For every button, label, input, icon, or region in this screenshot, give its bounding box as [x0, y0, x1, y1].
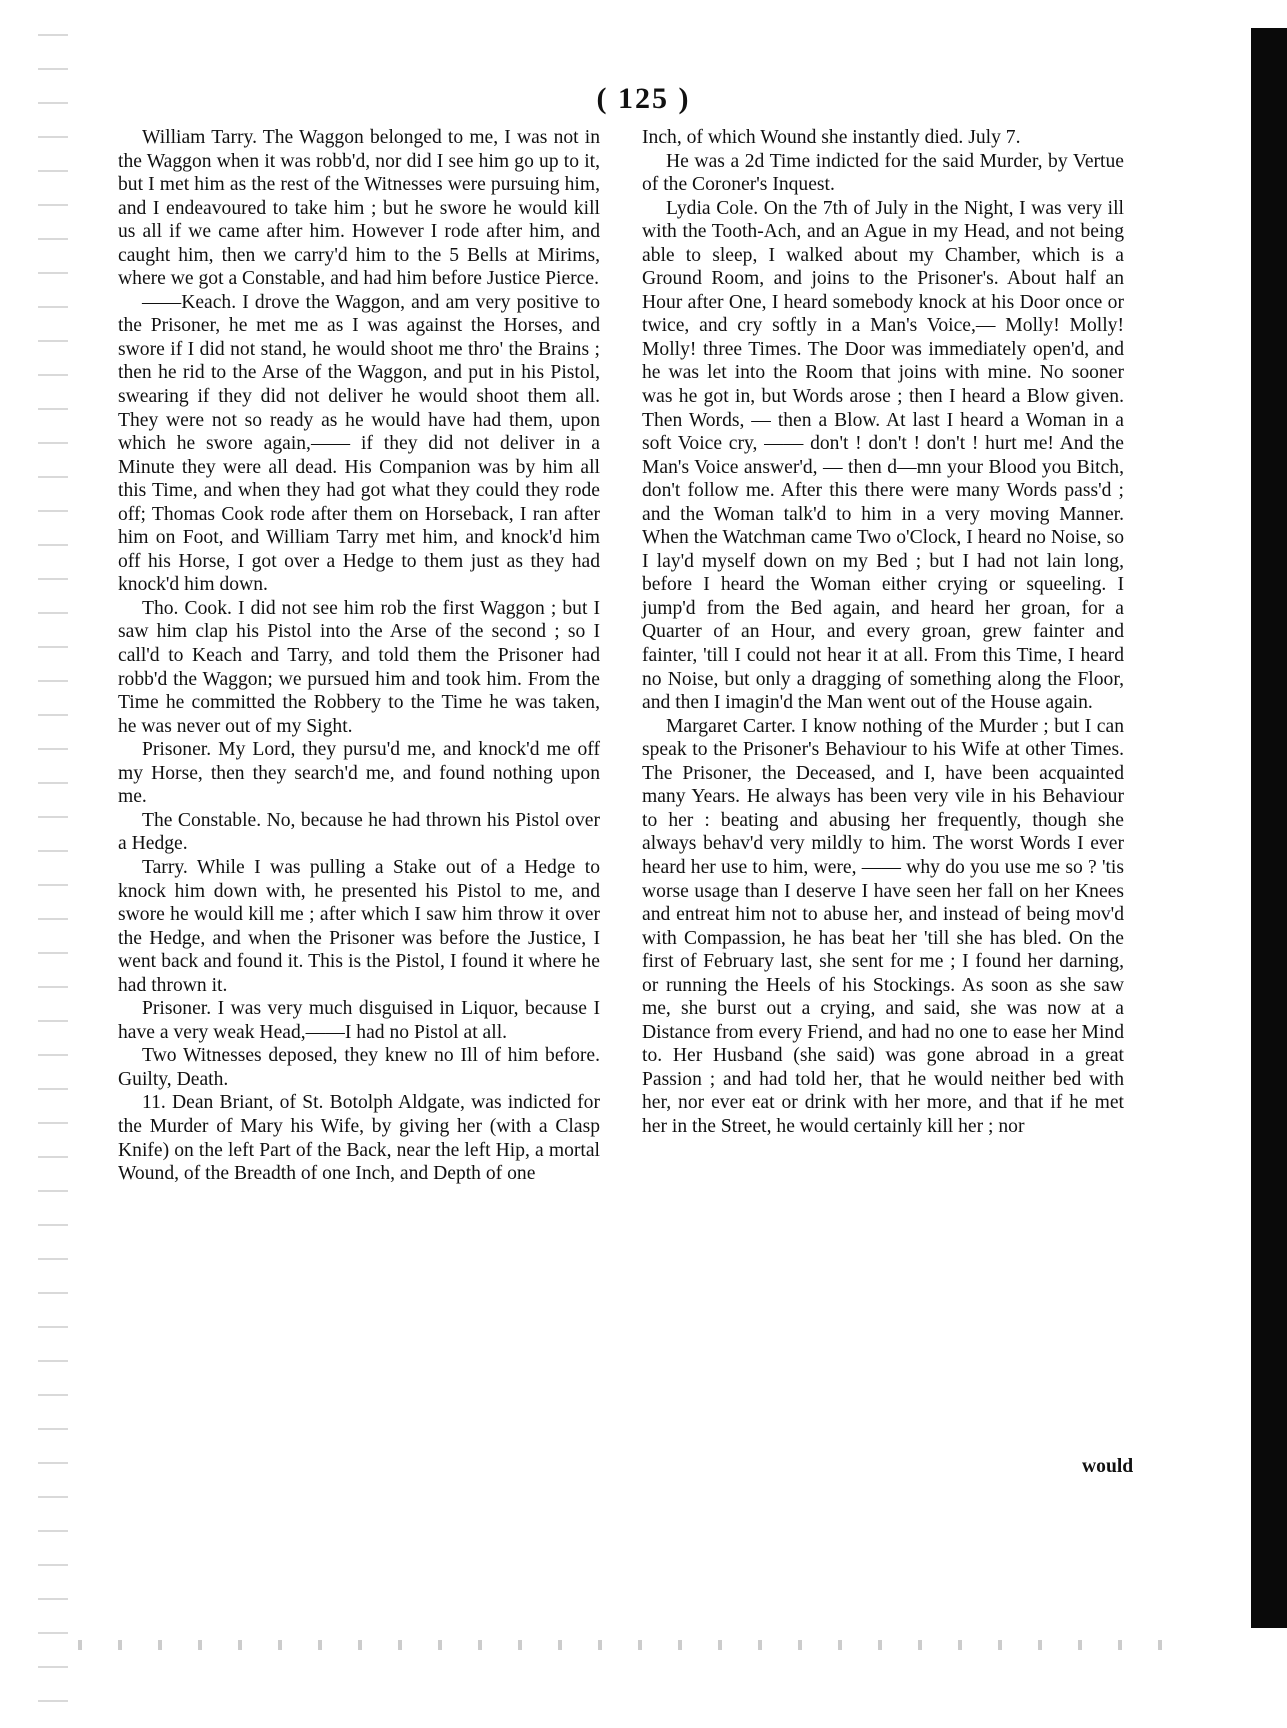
paragraph: Prisoner. My Lord, they pursu'd me, and knock'd me off my Horse, then they search'd me, and found nothing upon me. — [118, 739, 600, 808]
left-column — [118, 126, 600, 1186]
page-edge-shadow — [1251, 28, 1287, 1628]
paragraph: Prisoner. I was very much disguised in Liquor, because I have a very weak Head,——I had no Pistol at all. — [118, 998, 600, 1043]
page-number: ( 125 ) — [596, 82, 691, 115]
paragraph: Inch, of which Wound she instantly died. July 7. — [642, 127, 1021, 148]
paragraph: Tarry. While I was pulling a Stake out of a Hedge to knock him down with, he presented his Pistol to me, and swore he would kill me ; after which I saw him throw it over the Hedge, and when the Prisoner was before the Justice, I went back and found it. This is the Pistol, I found it where he had thrown it. — [118, 856, 600, 996]
catchword: would — [1082, 1456, 1134, 1477]
paragraph: Tho. Cook. I did not see him rob the first Waggon ; but I saw him clap his Pistol into the Arse of the second ; so I call'd to Keach and Tarry, and told them the Prisoner had robb'd the Waggon; we pursued him and took him. From the Time he committed the Robbery to the Time he was taken, he was never out of my Sight. — [118, 597, 600, 737]
right-column — [642, 126, 1124, 1139]
paragraph: ——Keach. I drove the Waggon, and am very positive to the Prisoner, he met me as I was against the Horses, and swore if I did not stand, he would shoot me thro' the Brains ; then he rid to the Arse of the Waggon, and put in his Pistol, swearing if they did not deliver he would shoot them all. They were not so ready as he would have had them, upon which he swore again,—— if they did not deliver in a Minute they were all dead. His Companion was by him all this Time, and when they had got what they could they rode off; Thomas Cook rode after them on Horseback, I ran after him on Foot, and William Tarry met him, and knock'd him off his Horse, I got over a Hedge to them just as they had knock'd him down. — [118, 291, 600, 596]
paragraph: The Constable. No, because he had thrown his Pistol over a Hedge. — [118, 809, 600, 855]
paragraph: He was a 2d Time indicted for the said Murder, by Vertue of the Coroner's Inquest. — [642, 150, 1124, 196]
paragraph: Two Witnesses deposed, they knew no Ill of him before. Guilty, Death. — [118, 1045, 600, 1090]
paragraph: Lydia Cole. On the 7th of July in the Night, I was very ill with the Tooth-Ach, and an Ague in my Head, and not being able to sleep, I walked about my Chamber, which is a Ground Room, and joins to the Prisoner's. About half an Hour after One, I heard somebody knock at his Door once or twice, and cry softly in a Man's Voice,— Molly! Molly! Molly! three Times. The Door was immediately open'd, and he was let into the Room that joins with mine. No sooner was he got in, but Words arose ; then I heard a Blow given. Then Words, — then a Blow. At last I heard a Woman in a soft Voice cry, —— don't ! don't ! don't ! hurt me! And the Man's Voice answer'd, — then d—mn your Blood you Bitch, don't follow me. After this there were many Words pass'd ; and the Woman talk'd to him in a very moving Manner. When the Watchman came Two o'Clock, I heard no Noise, so I lay'd myself down on my Bed ; but I had not lain long, before I heard the Woman either crying or squeeling. I jump'd from the Bed again, and heard her groan, for a Quarter of an Hour, and every groan, grew fainter and fainter, 'till I could not hear it at all. From this Time, I heard no Noise, but only a dragging of something along the Floor, and then I imagin'd the Man went out of the House again. — [642, 197, 1124, 714]
paragraph: Margaret Carter. I know nothing of the Murder ; but I can speak to the Prisoner's Behaviour to his Wife at other Times. The Prisoner, the Deceased, and I, have been acquainted many Years. He always has been very vile in his Behaviour to her : beating and abusing her frequently, though she always behav'd very mildly to him. The worst Words I ever heard her use to him, were, —— why do you use me so ? 'tis worse usage than I deserve I have seen her fall on her Knees and entreat him not to abuse her, and instead of being mov'd with Compassion, he has beat her 'till she has bled. On the first of February last, she sent for me ; I found her darning, or running the Heels of his Stockings. As soon as she saw me, she burst out a crying, and said, she was now at a Distance from every Friend, and had no one to ease her Mind to. Her Husband (she said) was gone abroad in a great Passion ; and had told her, that he would neither bed with her, nor ever eat or drink with her more, and that if he met her in the Street, he would certainly kill her ; nor — [642, 715, 1124, 1137]
scan-noise — [60, 1640, 1180, 1650]
paragraph: William Tarry. The Waggon belonged to me, I was not in the Waggon when it was robb'd, nor did I see him go up to it, but I met him as the rest of the Witnesses were pursuing him, and I endeavoured to take him ; but he swore he would kill us all if we came after him. However I rode after him, and caught him, then we carry'd him to the 5 Bells at Mirims, where we got a Constable, and had him before Justice Pierce. — [118, 127, 600, 290]
paragraph: 11. Dean Briant, of St. Botolph Aldgate, was indicted for the Murder of Mary his Wife, by giving her (with a Clasp Knife) on the left Part of the Back, near the left Hip, a mortal Wound, of the Breadth of one Inch, and Depth of one — [118, 1092, 600, 1185]
margin-scan-marks — [38, 20, 68, 1710]
